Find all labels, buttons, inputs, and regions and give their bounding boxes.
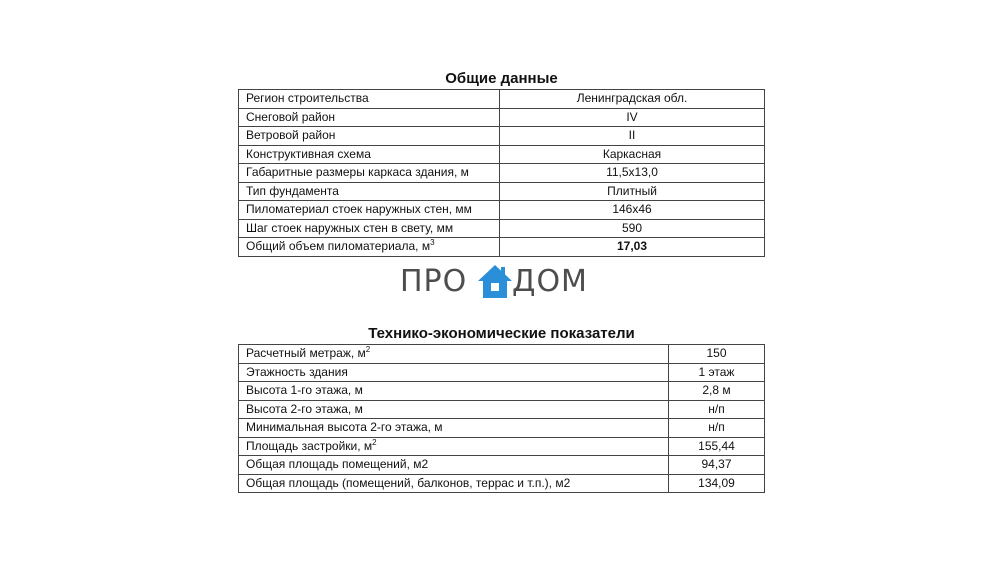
table-row [239,90,765,109]
row-label: Общая площадь (помещений, балконов, террас и т.п.), м2 [239,474,669,493]
row-label: Этажность здания [239,363,669,382]
table-row [239,164,765,183]
table-row [239,108,765,127]
table-row [239,363,765,382]
row-label-cell [239,437,669,456]
technical-indicators-title: Технико-экономические показатели [368,325,635,342]
row-label: Регион строительства [239,90,500,109]
table-row [239,238,765,257]
row-value: 1 этаж [669,363,765,382]
row-label: Конструктивная схема [239,145,500,164]
superscript: 2 [372,437,377,447]
row-label: Шаг стоек наружных стен в свету, мм [239,219,500,238]
general-data-title: Общие данные [445,70,558,87]
row-value: 17,03 [500,238,765,257]
table-row [239,437,765,456]
table-row [239,382,765,401]
superscript: 2 [365,345,371,355]
row-value: Плитный [500,182,765,201]
row-label: Ветровой район [239,127,500,146]
row-value: 155,44 [669,437,765,456]
row-label: Высота 2-го этажа, м [239,400,669,419]
row-label: Минимальная высота 2-го этажа, м [239,419,669,438]
general-data-table [238,89,765,257]
row-value: Каркасная [500,145,765,164]
row-value: н/п [669,400,765,419]
row-label: Высота 1-го этажа, м [239,382,669,401]
row-value: 11,5х13,0 [500,164,765,183]
row-label: Тип фундамента [239,182,500,201]
row-value: II [500,127,765,146]
row-value: 2,8 м [669,382,765,401]
row-label-cell [239,345,669,364]
row-label-cell [239,238,500,257]
row-label: Расчетный метраж, м [246,346,366,361]
row-label: Общий объем пиломатериала, м [246,239,431,254]
row-value: 590 [500,219,765,238]
table-row [239,345,765,364]
row-label: Снеговой район [239,108,500,127]
row-value: 146х46 [500,201,765,220]
row-value: IV [500,108,765,127]
row-label: Площадь застройки, м [246,438,373,453]
table-row [239,474,765,493]
table-row [239,219,765,238]
superscript: 3 [430,238,435,248]
table-row [239,182,765,201]
row-label: Общая площадь помещений, м2 [239,456,669,475]
logo-text-left: ПРО [400,264,468,299]
row-value: Ленинградская обл. [500,90,765,109]
table-row [239,127,765,146]
table-row [239,201,765,220]
row-value: 150 [669,345,765,364]
row-label: Пиломатериал стоек наружных стен, мм [239,201,500,220]
row-value: н/п [669,419,765,438]
technical-indicators-table [238,344,765,493]
table-row [239,400,765,419]
row-value: 94,37 [669,456,765,475]
logo-text-right: ДОМ [512,264,588,299]
row-value: 134,09 [669,474,765,493]
row-label: Габаритные размеры каркаса здания, м [239,164,500,183]
table-row [239,145,765,164]
logo-small-text: РЕМ [484,292,501,300]
table-row [239,419,765,438]
prodom-logo [400,262,600,302]
table-row [239,456,765,475]
